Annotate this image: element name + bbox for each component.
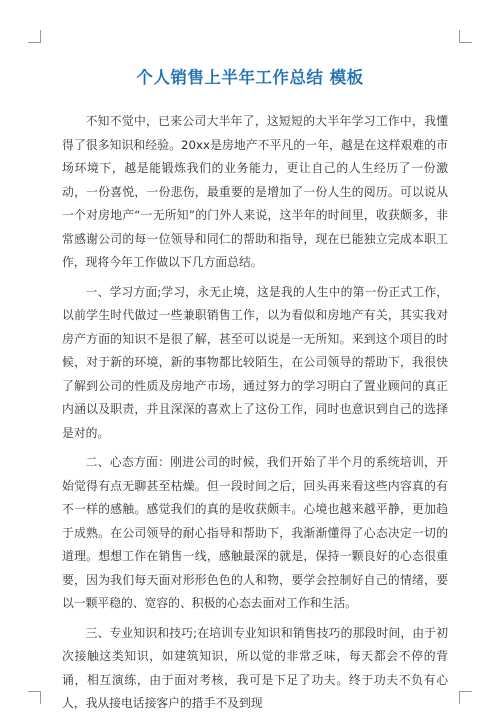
paragraph-mindset: 二、心态方面：刚进公司的时候，我们开始了半个月的系统培训，开始觉得有点无聊甚至枯燥。但一段时间之后，回头再来看这些内容真的有不一样的感触。感觉我们的真的是收获颇丰。心境也越来越平静，更加趋于成熟。在公司领导的耐心指导和帮助下，我渐渐懂得了心态决定一切的道理。想想工作在销售一线，感触最深的就是，保持一颗良好的心态很重要，因为我们每天面对形形色色的人和物，要学会控制好自己的情绪，要以一颗平稳的、宽容的、积极的心态去面对工作和生活。 xyxy=(62,455,448,610)
paragraph-study: 一、学习方面;学习，永无止境，这是我的人生中的第一份正式工作，以前学生时代做过一些兼职销售工作，以为看似和房地产有关，其实我对房产方面的知识不是很了解，甚至可以说是一无所知。来到这个项目的时候，对于新的环境，新的事物都比较陌生，在公司领导的帮助下，我很快了解到公司的性质及房地产市场，通过努力的学习明白了置业顾问的真正内涵以及职责，并且深深的喜欢上了这份工作，同时也意识到自己的选择是对的。 xyxy=(62,284,448,440)
document-title: 个人销售上半年工作总结 模板 xyxy=(136,68,364,87)
document-body xyxy=(62,110,448,722)
crop-mark-bottom-right xyxy=(459,691,472,704)
paragraph-skills: 三、专业知识和技巧;在培训专业知识和销售技巧的那段时间，由于初次接触这类知识，如建筑知识，所以觉的非常乏味，每天都会不停的背诵，相互演练，由于面对考核，我可是下足了功夫。终于功夫不负有心人，我从接电话接客户的措手不及到现 xyxy=(62,625,448,710)
crop-mark-top-right xyxy=(459,30,472,43)
paragraph-intro: 不知不觉中，已来公司大半年了，这短短的大半年学习工作中，我懂得了很多知识和经验。20xx是房地产不平凡的一年，越是在这样艰难的市场环境下，越是能锻炼我们的业务能力，更让自己的人生经历了一份激动，一份喜悦，一份悲伤，最重要的是增加了一份人生的阅历。可以说从一个对房地产“一无所知”的门外人来说，这半年的时间里，收获颇多，非常感谢公司的每一位领导和同仁的帮助和指导，现在已能独立完成本职工作，现将今年工作做以下几方面总结。 xyxy=(62,114,448,269)
crop-mark-top-left xyxy=(28,30,41,43)
crop-mark-bottom-left xyxy=(28,691,41,704)
